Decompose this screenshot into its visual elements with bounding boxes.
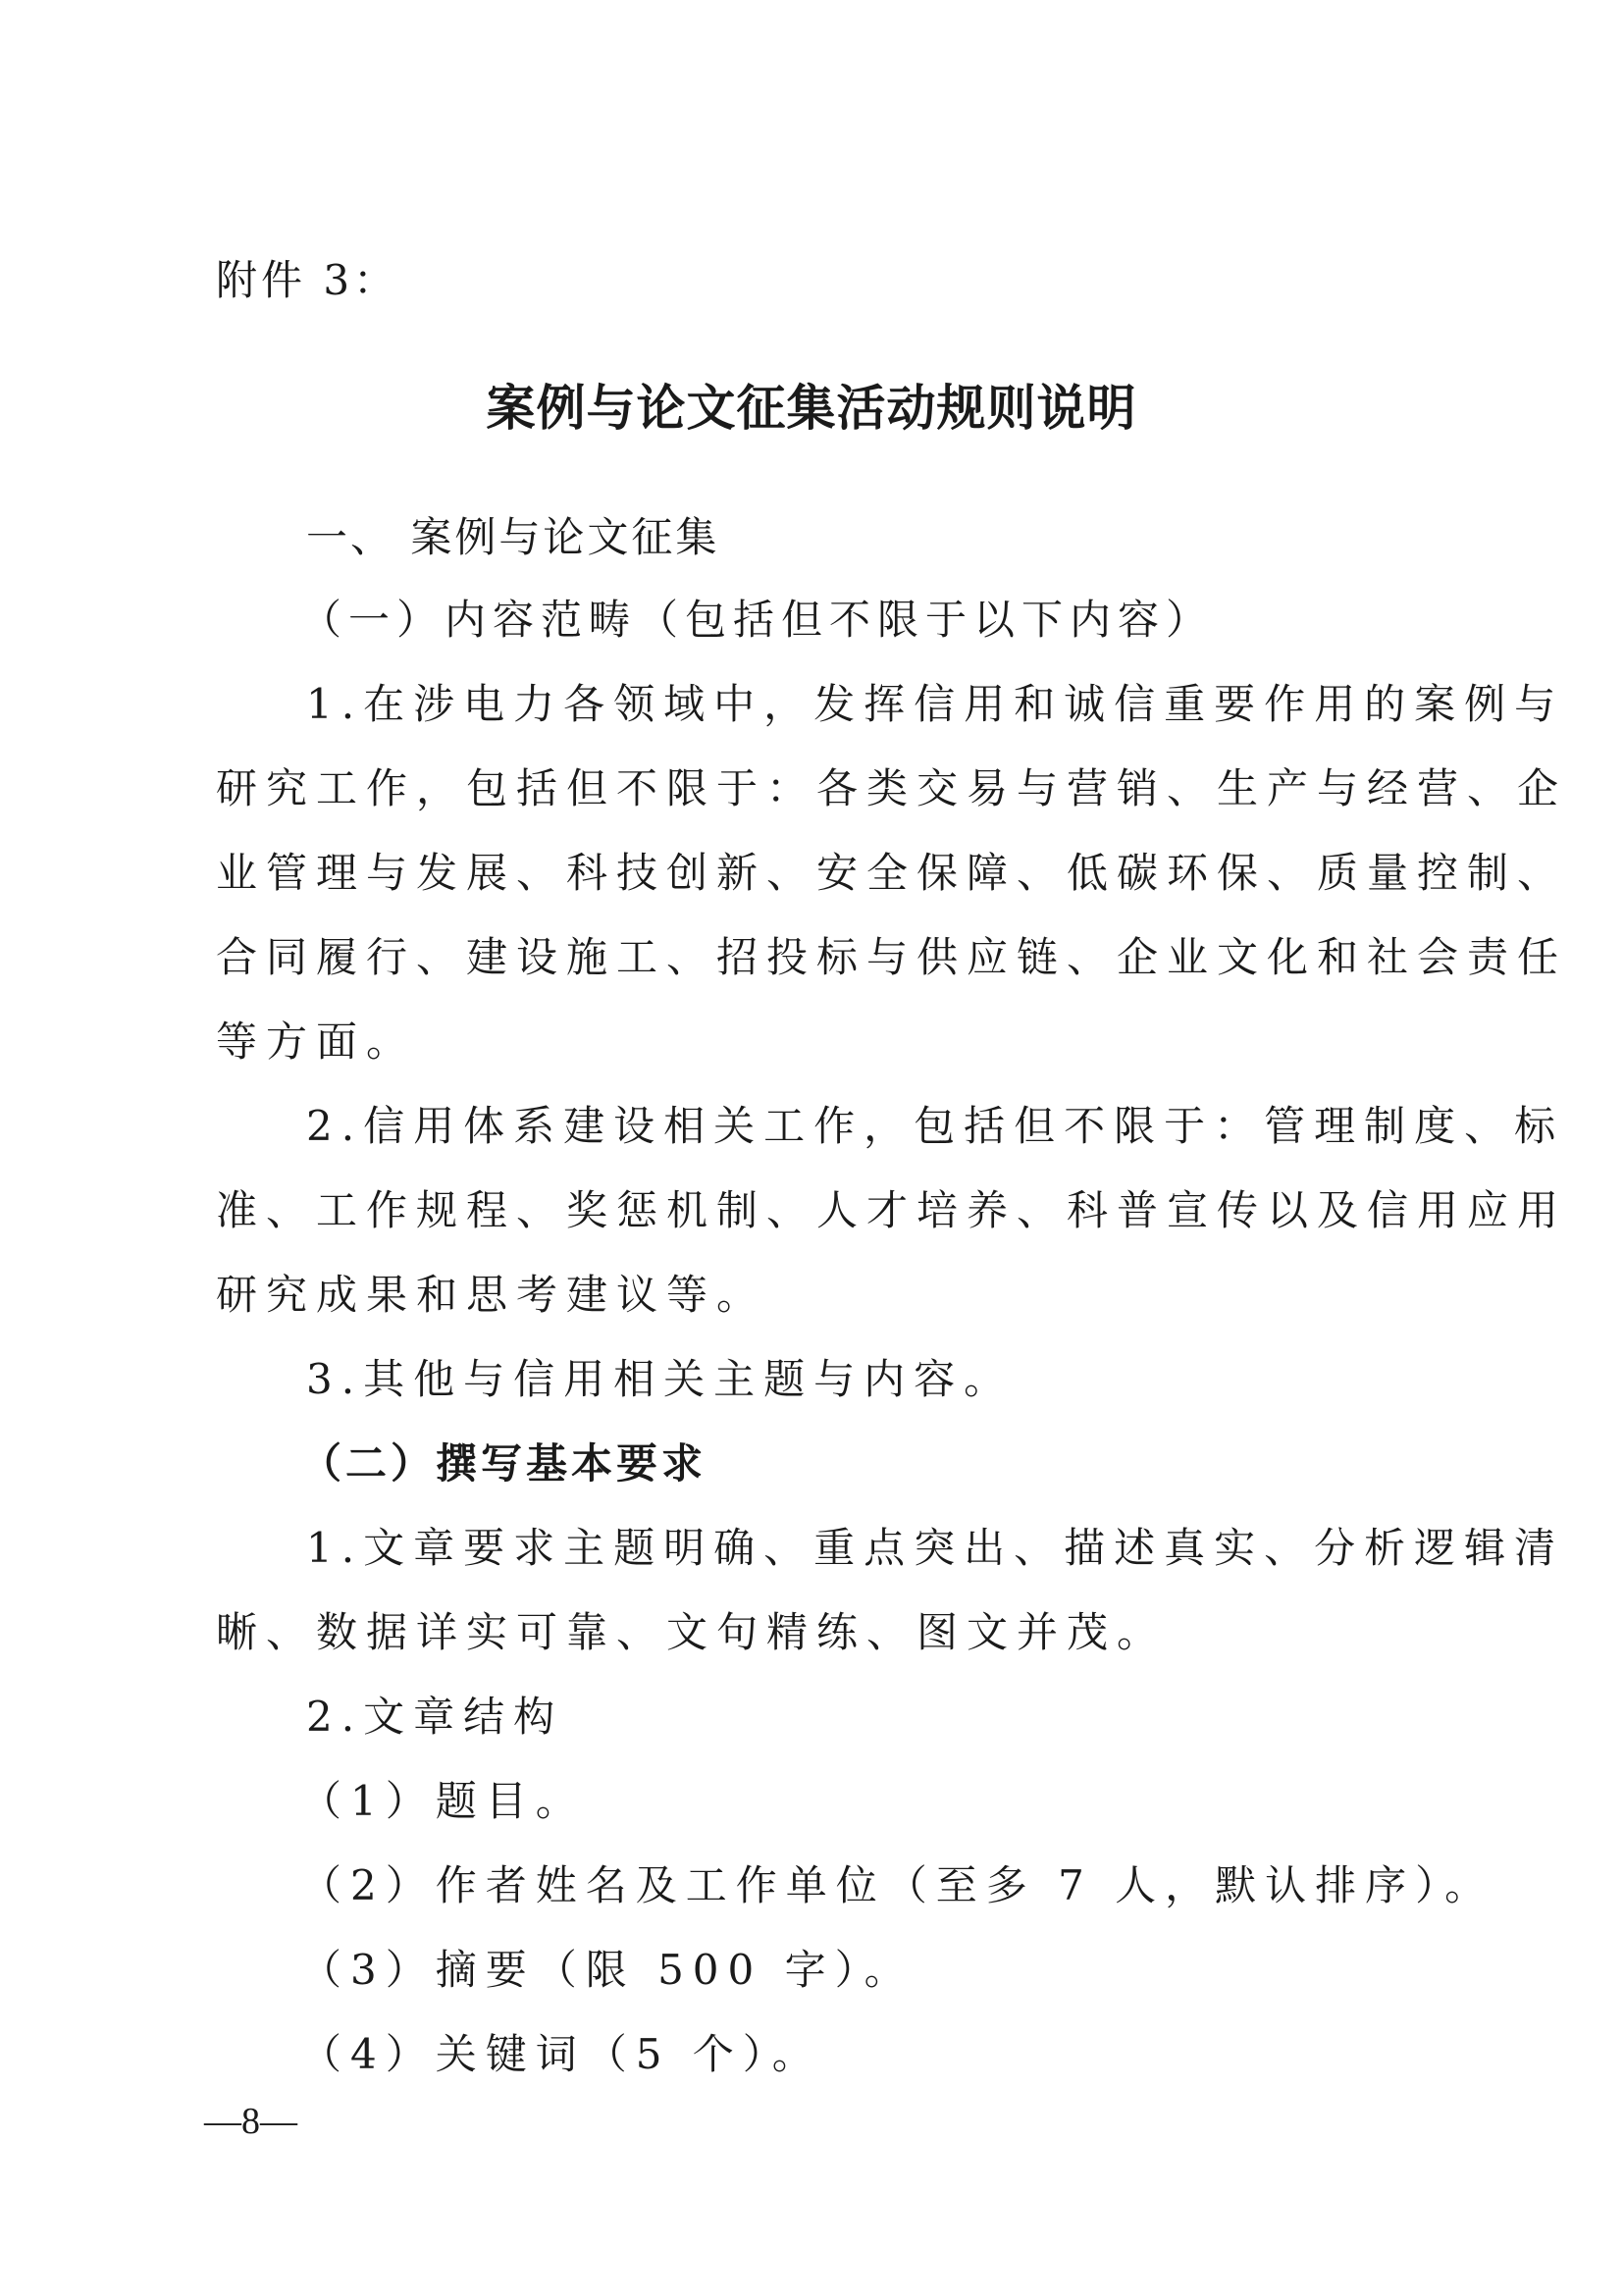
document-title: 案例与论文征集活动规则说明 (486, 379, 1137, 437)
page-number: —8— (204, 2101, 297, 2142)
structure-item: （4）关键词（5 个）。 (300, 2030, 822, 2078)
paragraph-line: 合同履行、建设施工、招投标与供应链、企业文化和社会责任 (216, 933, 1568, 981)
subsection-heading-writing-requirements: （二）撰写基本要求 (300, 1439, 707, 1487)
paragraph-line: 晰、数据详实可靠、文句精练、图文并茂。 (216, 1608, 1168, 1656)
structure-item: （3）摘要（限 500 字）。 (300, 1946, 915, 1994)
paragraph-line: 研究成果和思考建议等。 (216, 1271, 767, 1319)
paragraph-line: 业管理与发展、科技创新、安全保障、低碳环保、质量控制、 (216, 849, 1568, 897)
paragraph-line: 准、工作规程、奖惩机制、人才培养、科普宣传以及信用应用 (216, 1186, 1568, 1234)
paragraph-line: 等方面。 (216, 1018, 417, 1066)
paragraph-line: 1.文章要求主题明确、重点突出、描述真实、分析逻辑清 (306, 1524, 1565, 1572)
paragraph-line: 1.在涉电力各领域中，发挥信用和诚信重要作用的案例与 (306, 680, 1565, 728)
paragraph-line: 研究工作，包括但不限于：各类交易与营销、生产与经营、企 (216, 764, 1568, 812)
paragraph-line: 3.其他与信用相关主题与内容。 (306, 1355, 1015, 1403)
paragraph-line: 2.文章结构 (306, 1693, 564, 1741)
section-heading: 一、 案例与论文征集 (306, 513, 720, 561)
subsection-heading-content-scope: （一）内容范畴（包括但不限于以下内容） (300, 596, 1215, 644)
structure-item: （2）作者姓名及工作单位（至多 7 人，默认排序）。 (300, 1861, 1495, 1909)
structure-item: （1）题目。 (300, 1777, 586, 1825)
attachment-label: 附件 3： (216, 256, 399, 304)
paragraph-line: 2.信用体系建设相关工作，包括但不限于：管理制度、标 (306, 1102, 1565, 1150)
